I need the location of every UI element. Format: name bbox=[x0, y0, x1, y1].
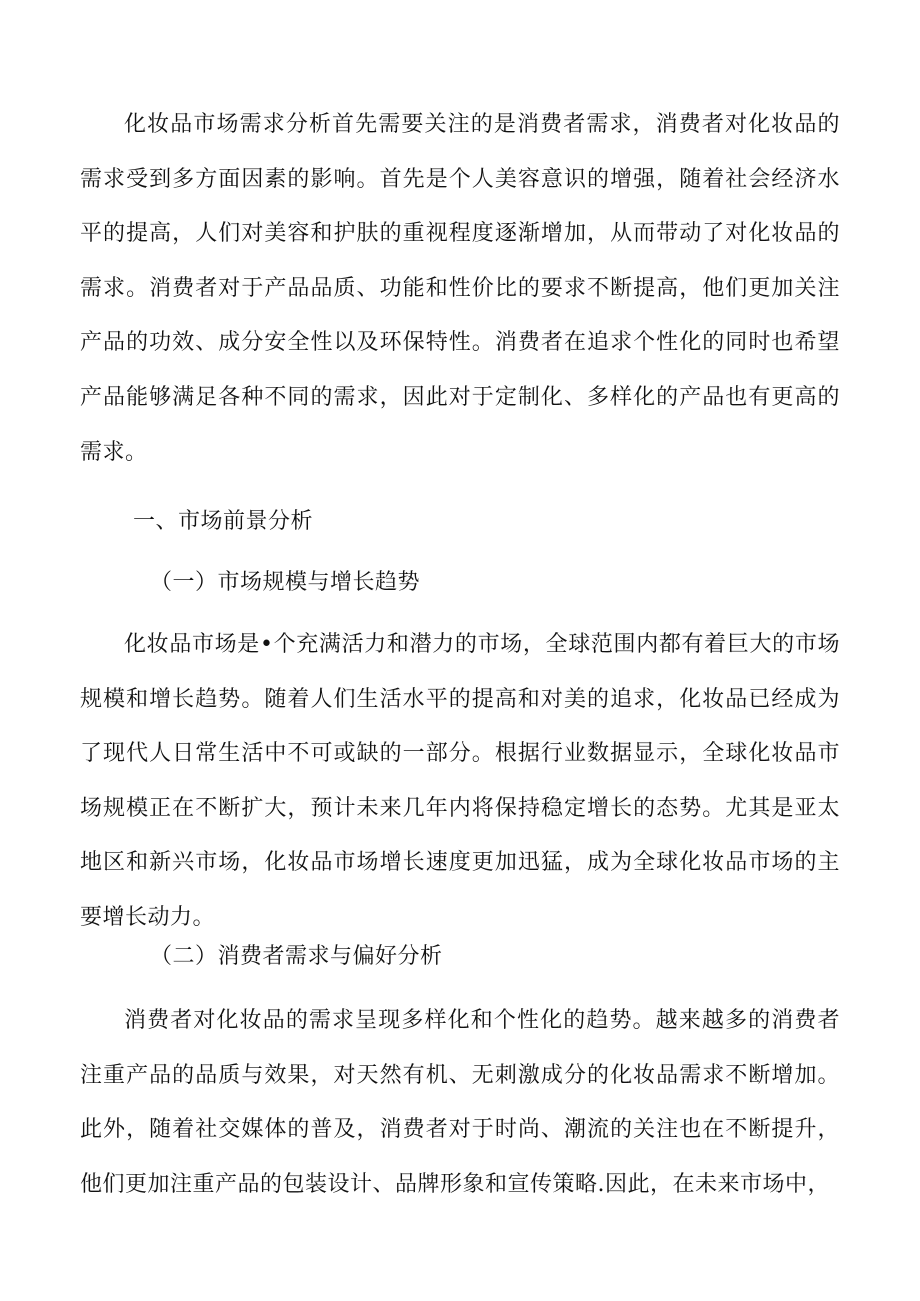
market-scale-paragraph: 化妆品市场是•个充满活力和潜力的市场，全球范围内都有着巨大的市场规模和增长趋势。随着人们生活水平的提高和对美的追求，化妆品已经成为了现代人日常生活中不可或缺的一部分。根据行业数据显示，全球化妆品市场规模正在不断扩大，预计未来几年内将保持稳定增长的态势。尤其是亚太地区和新兴市场，化妆品市场增长速度更加迅猛，成为全球化妆品市场的主要增长动力。 bbox=[80, 632, 840, 930]
section-heading: 一、市场前景分析 bbox=[133, 509, 314, 534]
subsection-heading-consumer-demand: （二）消费者需求与偏好分析 bbox=[150, 944, 443, 969]
subsection-heading-market-scale: （一）市场规模与增长趋势 bbox=[150, 570, 421, 595]
consumer-demand-paragraph: 消费者对化妆品的需求呈现多样化和个性化的趋势。越来越多的消费者注重产品的品质与效果，对天然有机、无刺激成分的化妆品需求不断增加。此外，随着社交媒体的普及，消费者对于时尚、潮流的关注也在不断提升，他们更加注重产品的包装设计、品牌形象和宣传策略.因此，在未来市场中， bbox=[80, 1008, 840, 1197]
intro-paragraph: 化妆品市场需求分析首先需要关注的是消费者需求，消费者对化妆品的需求受到多方面因素的影响。首先是个人美容意识的增强，随着社会经济水平的提高，人们对美容和护肤的重视程度逐渐增加，从而带动了对化妆品的需求。消费者对于产品品质、功能和性价比的要求不断提高，他们更加关注产品的功效、成分安全性以及环保特性。消费者在追求个性化的同时也希望产品能够满足各种不同的需求，因此对于定制化、多样化的产品也有更高的需求。 bbox=[80, 112, 840, 465]
